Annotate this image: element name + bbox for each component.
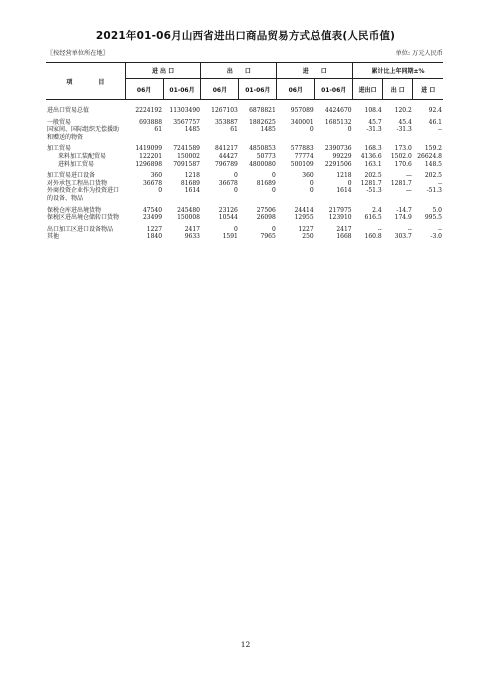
row-value: 0 — [234, 172, 238, 180]
row-value: -- — [437, 126, 442, 134]
row-value: 92.4 — [428, 107, 442, 114]
row-value: 174.9 — [394, 214, 412, 222]
ex-month-header: 06月 — [201, 79, 239, 100]
row-label: 其他 — [47, 233, 60, 241]
row-value: 27506 — [256, 206, 276, 214]
page-title: 2021年01-06月山西省进出口商品贸易方式总值表(人民币值) — [95, 30, 396, 42]
row-value: 1218 — [336, 172, 352, 180]
row-value: 36678 — [218, 179, 238, 187]
item-header-b: 目 — [98, 78, 105, 86]
scope-note: 〖按经营单位所在地〗 — [47, 50, 109, 57]
import-header: 进 口 — [277, 63, 353, 79]
row-value: 77774 — [294, 152, 314, 160]
row-value: 0 — [158, 187, 163, 195]
row-value: 957089 — [290, 107, 314, 114]
row-value: 303.7 — [394, 233, 412, 241]
row-value: 1267103 — [211, 107, 238, 114]
row-value: 1840 — [146, 233, 163, 241]
table-row — [46, 214, 443, 222]
table-row — [46, 100, 443, 115]
row-value: 353887 — [214, 118, 238, 126]
row-value: 0 — [234, 225, 238, 233]
row-value: 202.5 — [364, 172, 382, 180]
row-value: 23499 — [142, 214, 163, 222]
row-value: 170.6 — [394, 160, 412, 168]
row-value: 160.8 — [364, 233, 382, 241]
unit-note: 单位: 万元人民币 — [395, 50, 443, 57]
growth-header: 累计比上年同期±% — [353, 63, 443, 79]
row-value: 1227 — [298, 225, 314, 233]
row-value: 36678 — [142, 179, 163, 187]
row-value: 250 — [302, 233, 314, 241]
row-value: 46.1 — [428, 118, 442, 126]
row-value: 26624.8 — [417, 152, 442, 160]
row-value: 693888 — [139, 118, 163, 126]
row-value: 61 — [230, 126, 238, 134]
row-label: 外商投资企业作为投资进口的设备、物品 — [47, 187, 120, 202]
table-row — [46, 126, 443, 141]
row-value: 616.5 — [364, 214, 382, 222]
row-value: 3567757 — [173, 118, 200, 126]
table-row — [46, 203, 443, 215]
row-value: 0 — [309, 126, 314, 134]
row-value: 123910 — [328, 214, 352, 222]
row-value: 1685132 — [324, 118, 352, 126]
row-value: 1281.7 — [360, 179, 382, 187]
growth-export-header: 出 口 — [383, 79, 413, 100]
row-value: 360 — [302, 172, 314, 180]
ie-ytd-header: 01-06月 — [163, 79, 201, 100]
row-value: — — [405, 172, 412, 180]
row-value: 7241589 — [173, 145, 200, 153]
row-value: 0 — [234, 187, 238, 195]
row-value: 11303490 — [169, 107, 200, 114]
row-value: 47540 — [142, 206, 163, 214]
row-value: 120.2 — [394, 107, 412, 114]
row-value: 163.1 — [364, 160, 382, 168]
item-header-a: 项 — [66, 78, 73, 86]
row-value: 2417 — [336, 225, 352, 233]
row-value: 1485 — [260, 126, 276, 134]
row-value: — — [405, 187, 412, 195]
row-value: 360 — [150, 172, 163, 180]
row-value: -- — [407, 225, 412, 233]
table-row — [46, 141, 443, 153]
row-value: 7965 — [260, 233, 276, 241]
table-row — [46, 187, 443, 202]
ex-ytd-header: 01-06月 — [239, 79, 277, 100]
row-value: 245480 — [177, 206, 200, 214]
table-row — [46, 161, 443, 169]
growth-total-header: 进出口 — [353, 79, 383, 100]
im-ytd-header: 01-06月 — [315, 79, 353, 100]
row-value: 1419099 — [135, 145, 163, 153]
row-value: 168.3 — [364, 145, 382, 153]
row-value: 340001 — [290, 118, 314, 126]
row-value: -51.3 — [366, 187, 382, 195]
row-value: 841217 — [214, 145, 238, 153]
row-value: 108.4 — [364, 107, 382, 114]
row-value: 1614 — [336, 187, 352, 195]
row-label: 国家间、国际组织无偿援助和赠送的物资 — [47, 126, 120, 141]
row-value: 122201 — [139, 152, 163, 160]
table-row — [46, 233, 443, 241]
export-header: 出 口 — [201, 63, 277, 79]
row-label: 加工贸易进口设备 — [47, 172, 96, 180]
row-value: 1296898 — [135, 160, 163, 168]
row-value: 148.5 — [424, 160, 442, 168]
row-value: 796789 — [214, 160, 238, 168]
row-value: 4136.6 — [360, 152, 382, 160]
row-value: 2390736 — [324, 145, 352, 153]
row-value: -14.7 — [396, 206, 412, 214]
row-label: 进出口贸易总值 — [47, 107, 90, 114]
row-value: 0 — [271, 172, 276, 180]
row-value: 0 — [309, 179, 314, 187]
row-value: 1882625 — [249, 118, 276, 126]
row-value: 150002 — [177, 152, 200, 160]
row-label: 来料加工装配贸易 — [58, 152, 107, 160]
row-label: 保税仓库进出境货物 — [47, 206, 102, 214]
row-value: 217975 — [328, 206, 352, 214]
row-value: 7091587 — [173, 160, 200, 168]
table-row — [46, 153, 443, 161]
row-value: 9633 — [184, 233, 200, 241]
row-value: 1668 — [336, 233, 352, 241]
row-value: 2291506 — [324, 160, 352, 168]
row-value: 10544 — [218, 214, 238, 222]
row-value: 1281.7 — [390, 179, 412, 187]
row-value: 44427 — [218, 152, 238, 160]
row-value: 0 — [271, 225, 276, 233]
row-value: 159.2 — [424, 145, 442, 153]
row-value: 2.4 — [372, 206, 382, 214]
row-value: 577883 — [290, 145, 314, 153]
row-value: 0 — [271, 187, 276, 195]
table-row — [46, 115, 443, 127]
row-value: 45.4 — [398, 118, 412, 126]
row-value: -3.0 — [430, 233, 442, 241]
row-label: 一般贸易 — [47, 118, 72, 126]
row-value: 99229 — [332, 152, 352, 160]
trade-table — [46, 62, 443, 241]
table-row — [46, 168, 443, 180]
row-value: 500109 — [290, 160, 314, 168]
row-value: -- — [437, 225, 442, 233]
row-value: -- — [437, 179, 442, 187]
growth-import-header: 进 口 — [413, 79, 443, 100]
row-value: 1591 — [222, 233, 238, 241]
row-value: 1614 — [184, 187, 200, 195]
row-value: 81689 — [180, 179, 200, 187]
ie-month-header: 06月 — [125, 79, 163, 100]
row-value: 61 — [154, 126, 163, 134]
row-value: 0 — [309, 187, 314, 195]
row-value: 0 — [347, 126, 352, 134]
row-label: 加工贸易 — [47, 145, 72, 153]
row-value: 4800080 — [249, 160, 276, 168]
row-label: 保税区进出境仓储转口货物 — [47, 214, 120, 222]
import-export-header: 进 出 口 — [125, 63, 201, 79]
row-value: 1485 — [184, 126, 200, 134]
row-value: 0 — [347, 179, 352, 187]
row-value: 23126 — [218, 206, 238, 214]
table-row — [46, 222, 443, 234]
item-header — [46, 63, 125, 100]
row-value: 1502.0 — [390, 152, 412, 160]
row-value: 45.7 — [368, 118, 382, 126]
row-value: 995.5 — [424, 214, 442, 222]
row-value: 5.0 — [432, 206, 442, 214]
im-month-header: 06月 — [277, 79, 315, 100]
row-value: 173.0 — [394, 145, 412, 153]
page-number: 12 — [240, 640, 251, 649]
row-value: 6878821 — [249, 107, 276, 114]
row-label: 出口加工区进口设备物品 — [47, 225, 114, 233]
row-value: 2417 — [184, 225, 200, 233]
row-value: 202.5 — [424, 172, 442, 180]
row-value: 1227 — [146, 225, 163, 233]
row-value: 2224192 — [135, 107, 163, 114]
row-value: -31.3 — [396, 126, 412, 134]
row-value: 150008 — [177, 214, 200, 222]
row-value: 1218 — [184, 172, 200, 180]
row-value: 24414 — [294, 206, 314, 214]
row-value: -51.3 — [426, 187, 442, 195]
row-value: -31.3 — [366, 126, 382, 134]
row-value: 26098 — [256, 214, 276, 222]
row-label: 进料加工贸易 — [58, 160, 95, 168]
row-value: 50773 — [256, 152, 276, 160]
row-value: -- — [377, 225, 382, 233]
row-label: 对外承包工程出口货物 — [47, 179, 108, 187]
row-value: 4850853 — [249, 145, 276, 153]
row-value: 4424670 — [324, 107, 352, 114]
row-value: 81689 — [256, 179, 276, 187]
row-value: 12955 — [294, 214, 314, 222]
